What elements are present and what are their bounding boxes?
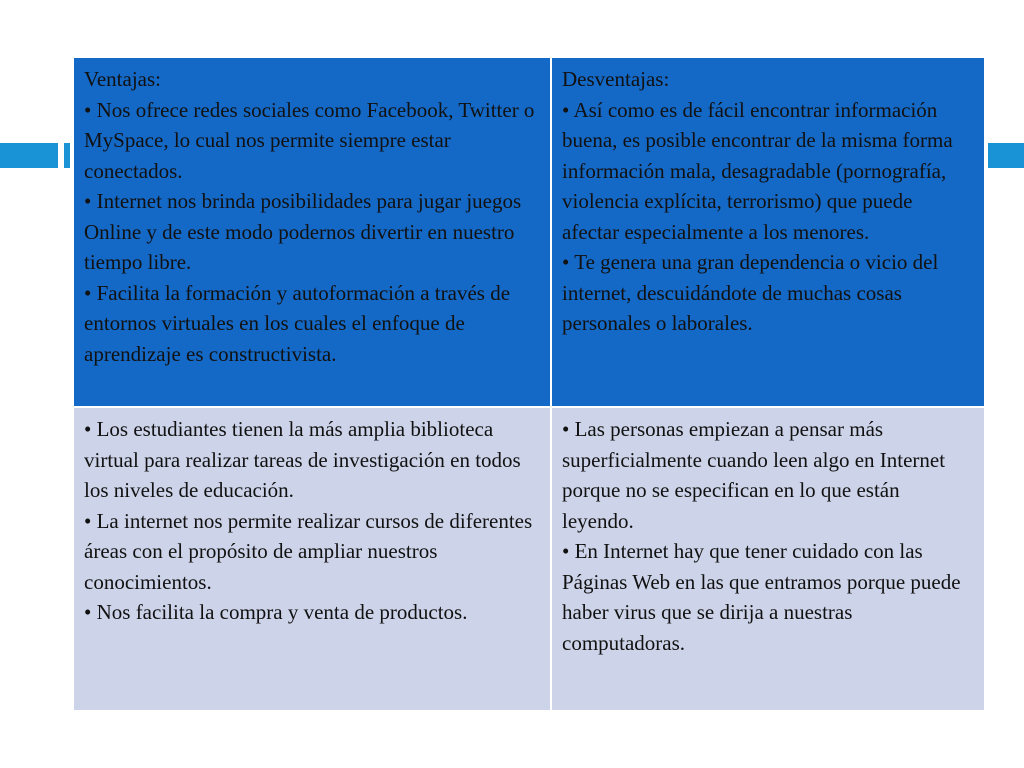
- ventajas-header-cell: [73, 57, 551, 407]
- table-row: [73, 57, 985, 407]
- ventajas-title: Ventajas:: [84, 67, 161, 91]
- ventajas-bullet: • Nos ofrece redes sociales como Facebook, Twitter o MySpace, lo cual nos permite siempre estar conectados.: [84, 97, 535, 183]
- desventajas-bullet: • Así como es de fácil encontrar información buena, es posible encontrar de la misma forma información mala, desagradable (pornografía, violencia explícita, terrorismo) que puede afectar especialmente a los menores.: [562, 97, 953, 244]
- desventajas-bullet: • En Internet hay que tener cuidado con las Páginas Web en las que entramos porque puede haber virus que se dirija a nuestras computadoras.: [562, 539, 961, 655]
- ventajas-body-cell: [73, 407, 551, 711]
- left-accent-bar: [0, 143, 58, 168]
- desventajas-bullet: • Te genera una gran dependencia o vicio del internet, descuidándote de muchas cosas personales o laborales.: [562, 250, 939, 335]
- right-accent-bar: [988, 143, 1024, 168]
- ventajas-bullet: • Los estudiantes tienen la más amplia biblioteca virtual para realizar tareas de investigación en todos los niveles de educación.: [84, 417, 521, 502]
- desventajas-body-cell: [551, 407, 985, 711]
- ventajas-bullet: • Internet nos brinda posibilidades para jugar juegos Online y de este modo podernos divertir en nuestro tiempo libre.: [84, 189, 522, 274]
- desventajas-header-cell: [551, 57, 985, 407]
- ventajas-bullet: • La internet nos permite realizar cursos de diferentes áreas con el propósito de ampliar nuestros conocimientos.: [84, 508, 533, 594]
- left-accent-tick: [64, 143, 70, 168]
- desventajas-title: Desventajas:: [562, 67, 670, 91]
- ventajas-bullet: • Nos facilita la compra y venta de productos.: [84, 600, 468, 624]
- ventajas-bullet: • Facilita la formación y autoformación a través de entornos virtuales en los cuales el enfoque de aprendizaje es constructivista.: [84, 280, 511, 366]
- table-row: [73, 407, 985, 711]
- desventajas-bullet: • Las personas empiezan a pensar más superficialmente cuando leen algo en Internet porque no se especifican en lo que están leyendo.: [562, 417, 946, 533]
- comparison-table: [72, 56, 986, 712]
